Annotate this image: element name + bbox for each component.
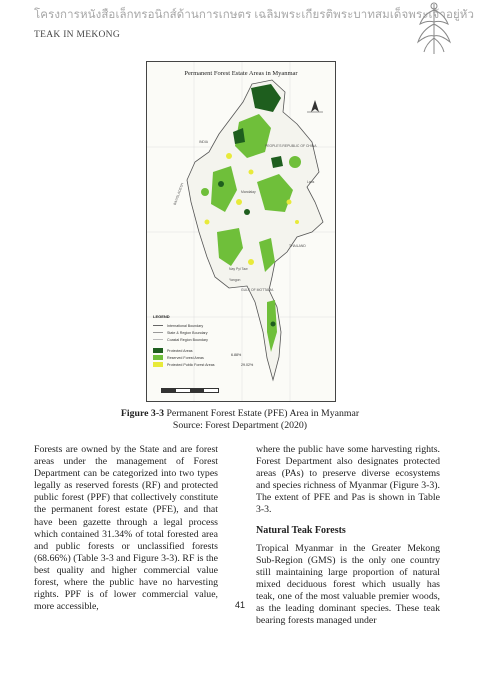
legend-item: Reserved Forest Areas	[153, 354, 273, 361]
scale-bar	[161, 388, 219, 393]
figure-caption	[0, 408, 480, 432]
royal-emblem-icon	[412, 0, 456, 58]
page-number: 41	[234, 600, 245, 610]
boundary-line-icon	[153, 332, 163, 333]
label-yangon: Yangon	[229, 278, 241, 282]
legend-item: State & Region Boundary	[153, 329, 273, 336]
pa-percent: 6.88%	[231, 353, 242, 357]
label-thailand: THAILAND	[289, 244, 306, 248]
figure-label: Figure 3-3	[120, 408, 164, 419]
label-gulf: GULF OF MOTTAMA	[241, 288, 274, 292]
section-heading: Natural Teak Forests	[256, 524, 346, 536]
label-india: INDIA	[199, 140, 209, 144]
swatch-icon	[153, 355, 163, 360]
label-mandalay: Mandalay	[241, 190, 256, 194]
map-title: Permanent Forest Estate Areas in Myanmar	[184, 70, 298, 77]
map-legend	[153, 314, 273, 368]
swatch-icon	[153, 362, 163, 367]
legend-item: International Boundary	[153, 322, 273, 329]
left-column	[34, 444, 218, 613]
label-laos: Laos	[307, 180, 315, 184]
label-china: PEOPLE'S REPUBLIC OF CHINA	[265, 144, 317, 148]
body-paragraph: Forests are owned by the State and are forest areas under the management of Forest Department can be categorized into two types legally as reserved forests (RF) and protected public forest (PPF) that collectively constitute the permanent forest estate (PFE), and that have been gazette through a legal process which contained 31.34% of total forested area and public forests or unclassified forests (68.66%) (Table 3-3 and Figure 3-3). RF is the best quality and higher commercial value forest, where the public have no harvesting rights. PPF is of lower commercial value, more accessible,	[34, 444, 218, 613]
boundary-line-icon	[153, 325, 163, 326]
north-arrow-icon	[307, 100, 323, 112]
pfe-percent: 29.02%	[241, 363, 254, 367]
body-paragraph: Tropical Myanmar in the Greater Mekong Sub-Region (GMS) is the only one country still maintaining large proportion of natural mixed deciduous forest which usually has teak, one of the most valuable premier woods, as the leading dominant species. These teak bearing forests managed under	[256, 542, 440, 627]
legend-item: Coastal Region Boundary	[153, 336, 273, 343]
legend-title: LEGEND	[153, 314, 170, 319]
body-paragraph: where the public have some harvesting rights. Forest Department also designates protected areas (PAs) to preserve diverse ecosystems and species richness of Myanmar (Figure 3-3). The extent of PFE and Pas is shown in Table 3-3.	[256, 444, 440, 516]
figure-text: Permanent Forest Estate (PFE) Area in Myanmar	[166, 408, 360, 419]
running-head: TEAK IN MEKONG	[34, 30, 120, 40]
label-bangladesh: BANGLADESH	[172, 182, 185, 206]
legend-item: Protected Public Forest Areas	[153, 361, 273, 368]
forest-map	[146, 61, 336, 402]
label-naypyitaw: Nay Pyi Taw	[229, 267, 248, 271]
figure-source: Source: Forest Department (2020)	[172, 420, 308, 431]
swatch-icon	[153, 348, 163, 353]
thai-header: โครงการหนังสือเล็กทรอนิกส์ด้านการเกษตร เฉลิมพระเกียรติพระบาทสมเด็จพระเจ้าอยู่หัว	[34, 9, 475, 21]
boundary-line-icon	[153, 339, 163, 340]
legend-item: Protected Areas	[153, 347, 273, 354]
